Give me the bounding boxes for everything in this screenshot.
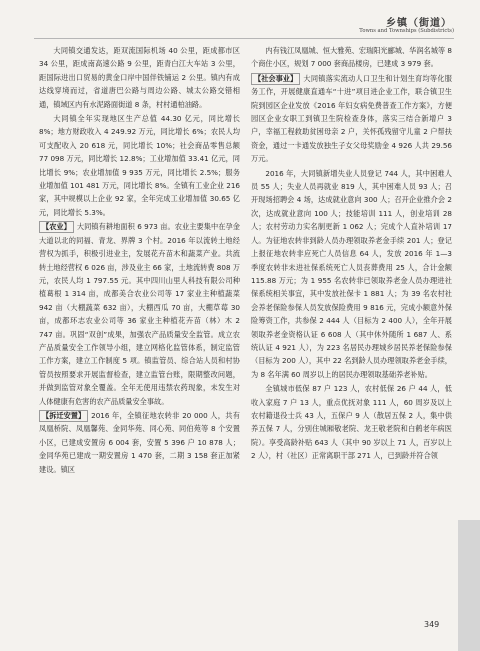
paragraph-relocation: 2016 年，全镇征地农转非 20 000 人，共有凤凰桥院、凤凰馨苑、金同华苑、同心苑、同伯苑等 8 个安置小区，已建成安置房 6 004 套，安置 5 396 户 10 878 人；金同华苑已建成一期安置房 1 470 套，二期 3 158 套正加紧建设。镇区	[39, 410, 240, 474]
running-header-title: 乡镇（街道）	[386, 18, 452, 29]
section-relocation	[39, 409, 240, 476]
section-tag-agriculture: 【农业】	[39, 221, 74, 233]
paragraph-housing-continued: 内有钱江凤凰城、恒大雅苑、宏瑞阳光郦城、华润名城等 8 个商住小区，规划 7 000 套商品楼房，已建成 3 979 套。	[251, 46, 452, 69]
paragraph-welfare: 全镇城市低保 87 户 123 人，农村低保 26 户 44 人，低收入家庭 7 户 13 人，重点优抚对象 111 人，60 周岁及以上农村籍退役士兵 43 人，五保户 9 人（散居五保 2 人，集中供养五保 7 人，分别住城厢敬老院、龙王敬老院和白鹤老年病医院）。享受高龄补贴 643 人（其中 90 岁以上 71 人，百岁以上 2 人），村（社区）正常离职干部 271 人，已到龄并符合领	[251, 384, 452, 461]
paragraph-transport: 大同镇交通发达，距双流国际机场 40 公里，距成都市区 34 公里，距成南高速公路 9 公里，距青白江大车站 3 公里，距国际进出口贸易的黄金口岸中国伴铁铺运 2 公里。镇内有成达线穿境而过，省道唐巴公路与周边公路、城太公路交错相通，镇域区内有水泥路面街道 8 条，村村通柏油路。	[39, 46, 240, 109]
paragraph-agriculture: 大同镇有耕地面积 6 973 亩。农业主要集中在孕金大道以北的同福、青龙、界牌 3 个村。2016 年以流转土地经营权为抓手，积极引进业主，发展花卉苗木和蔬菜产业。共流转土地经营权 6 026 亩，涉及业主 66 家，土地流转费 808 万元，农民人均 1 797.55 元。其中四川山里人科技有限公司种植葛根 1 314 亩，成都美合农业公司等 17 家业主种植蔬菜 942 亩（大棚蔬菜 632 亩），大棚西瓜 70 亩，大棚草莓 30 亩，成都环志农业公司等 36 家业主种植花卉苗（林）木 2 747 亩。巩固“双创”成果，加强农产品质量安全监管。成立农产品质量安全工作领导小组，建立网格化监管体系，制定监管工作方案，建立工作制度 5 项。镇监管员、综合站人员和村协管员按照要求开展监督检查，建立监管台账，限期整改问题，并做到监管对象全覆盖。全年无使用违禁农药现象，未发生对人体健康有危害的农产品质量安全事故。	[39, 222, 240, 406]
section-social-affairs	[251, 72, 452, 166]
header-rule	[34, 38, 454, 39]
page-edge-tab	[458, 520, 480, 651]
paragraph-employment: 2016 年，大同镇新增失业人员登记 744 人，其中困难人员 55 人；失业人员再就业 819 人，其中困难人员 93 人；召开现场招聘会 4 场，达成就业意向 300 人；召开企业推介会 2 次，达成就业意向 100 人；技能培训 111 人，创业培训 28 人；农村劳动力实名制更新 1 062 人；完成个人直补培训 17 人。为征地农转非到龄人员办理领取养老金手续 201 人；登记上报征地农转非应死亡人员信息 64 人，发放 2016 年 1—3 季度农转非未进社保系统死亡人员丧葬费用 25 人，合计金额 115.88 万元；为 1 955 名农转非已领取养老金人员办理进社保系统相关事宜，其中发放社保卡 1 881 人；为 39 名农村社会养老保险参保人员发放保险费用 9 816 元，完成小额意外保险筹资工作，共参保 2 444 人（目标为 2 400 人），全年开展领取养老金资格认证 6 608 人（其中休外随所 1 687 人、系统认证 4 921 人），为 223 名居民办理城乡居民养老保险参保（目标为 200 人），其中 22 名到龄人员办理领取养老金手续，为 8 名年满 60 周岁以上的居民办理领取基础养老补贴。	[251, 168, 452, 379]
paragraph-economy: 大同镇全年实现地区生产总值 44.30 亿元，同比增长 8%；地方财政收入 4 249.92 万元，同比增长 6%；农民人均可支配收入 20 618 元，同比增长 10%；社会商品零售总额 77 098 万元，同比增长 12.8%；工业增加值 33.41 亿元，同比增长 9%；农业增加值 9 935 万元，同比增长 2.5%；服务业增加值 101 481 万元，同比增长 8%。全镇有工业企业 216 家，其中规模以上企业 92 家，全年完成工业增加值 30.65 亿元，同比增长 5.3%。	[39, 114, 240, 217]
paragraph-social-affairs: 大同镇落实流动人口卫生和计划生育均等化服务工作，开展健康直通车“十进”项目进企业工作，联合镇卫生院到园区企业发放《2016 年妇女病免费普查工作方案》，方便园区企业女职工到镇卫生院检查身体，落实三结合新增户 3 户，幸福工程救助贫困母亲 2 户，关怀孤残留守儿童 2 户帮扶资金，通过一卡通发放独生子女父母奖励金 4 926 人共 29.56 万元。	[251, 73, 452, 164]
page-number: 349	[424, 620, 440, 629]
section-tag-social-affairs: 【社会事业】	[251, 73, 300, 85]
section-agriculture	[39, 220, 240, 408]
left-column	[39, 44, 240, 477]
section-tag-relocation: 【拆迁安置】	[39, 410, 88, 422]
right-column	[251, 44, 452, 464]
running-header-subtitle: Towns and Townships (Subdistricts)	[359, 28, 454, 34]
